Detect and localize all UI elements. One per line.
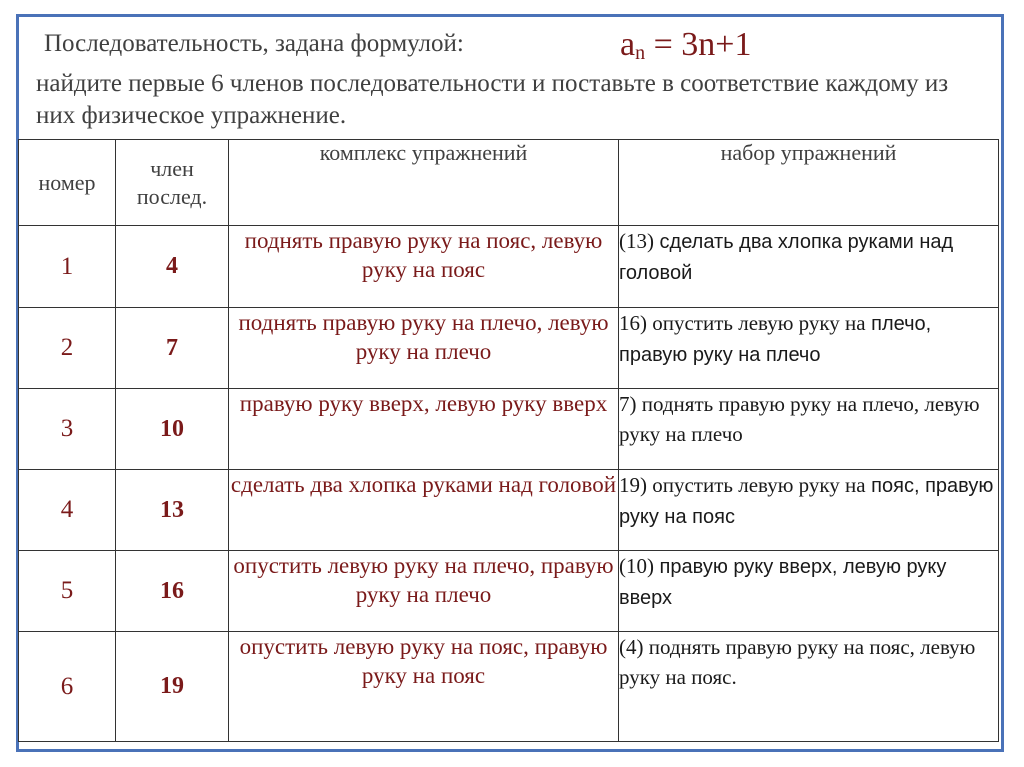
header-set: набор упражнений — [619, 140, 999, 226]
header-complex: комплекс упражнений — [229, 140, 619, 226]
row-set — [619, 470, 999, 551]
row-number: 1 — [19, 226, 116, 308]
set-text: пояс, правую руку на пояс — [619, 475, 994, 528]
header-member: член послед. — [116, 140, 229, 226]
row-set — [619, 226, 999, 308]
row-member: 13 — [116, 470, 229, 551]
formula-rhs: = 3n+1 — [645, 26, 752, 63]
row-set — [619, 389, 999, 470]
row-number: 5 — [19, 551, 116, 632]
row-number: 4 — [19, 470, 116, 551]
row-complex: правую руку вверх, левую руку вверх — [229, 389, 619, 470]
page-title: Последовательность, задана формулой: — [44, 30, 464, 57]
set-text: сделать два хлопка руками над головой — [619, 231, 954, 284]
row-member: 10 — [116, 389, 229, 470]
row-number: 3 — [19, 389, 116, 470]
row-member: 4 — [116, 226, 229, 308]
set-prefix: 16) опустить левую руку на — [619, 311, 866, 335]
row-number: 2 — [19, 308, 116, 389]
row-member: 19 — [116, 632, 229, 742]
set-text: плечо, правую руку на плечо — [619, 313, 932, 366]
sequence-formula — [620, 26, 751, 65]
row-complex: опустить левую руку на плечо, правую руку на плечо — [229, 551, 619, 632]
row-set — [619, 308, 999, 389]
row-number: 6 — [19, 632, 116, 742]
row-member: 16 — [116, 551, 229, 632]
row-complex: поднять правую руку на плечо, левую руку на плечо — [229, 308, 619, 389]
table-row — [19, 551, 999, 632]
set-prefix: 19) опустить левую руку на — [619, 473, 866, 497]
table-row — [19, 389, 999, 470]
row-member: 7 — [116, 308, 229, 389]
exercise-table — [18, 139, 999, 742]
set-text: правую руку вверх, левую руку вверх — [619, 556, 947, 609]
row-complex: поднять правую руку на пояс, левую руку на пояс — [229, 226, 619, 308]
row-set — [619, 551, 999, 632]
table-row — [19, 470, 999, 551]
set-prefix: (13) — [619, 229, 654, 253]
row-set — [619, 632, 999, 742]
set-prefix: 7) поднять правую руку на плечо, левую руку на плечо — [619, 392, 980, 446]
instruction-text: найдите первые 6 членов последовательности и поставьте в соответствие каждому из них физическое упражнение. — [36, 70, 949, 129]
row-complex: сделать два хлопка руками над головой — [229, 470, 619, 551]
formula-base: a — [620, 26, 636, 63]
table-row — [19, 226, 999, 308]
row-complex: опустить левую руку на пояс, правую руку на пояс — [229, 632, 619, 742]
set-prefix: (4) поднять правую руку на пояс, левую руку на пояс. — [619, 635, 976, 689]
formula-subscript: n — [635, 42, 646, 64]
table-header-row — [19, 140, 999, 226]
table-row — [19, 632, 999, 742]
set-prefix: (10) — [619, 554, 654, 578]
table-row — [19, 308, 999, 389]
header-number: номер — [19, 140, 116, 226]
